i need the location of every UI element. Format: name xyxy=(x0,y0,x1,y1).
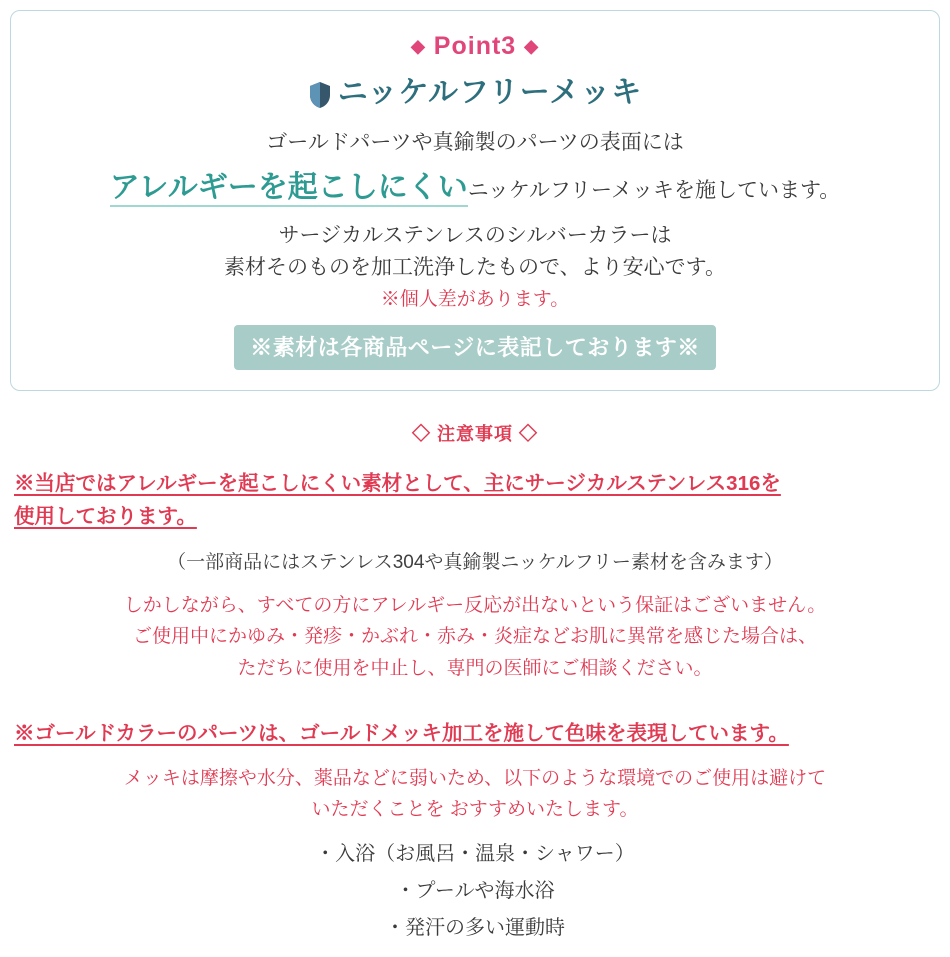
card-line-1: ゴールドパーツや真鍮製のパーツの表面には xyxy=(266,130,684,154)
point-heading-label: Point3 xyxy=(433,32,517,60)
card-line-2 xyxy=(31,165,919,212)
list-item: ・発汗の多い運動時 xyxy=(385,916,565,939)
list-item: ・プールや海水浴 xyxy=(395,879,555,902)
note-block-material-sub: （一部商品にはステンレス304や真鍮製ニッケルフリー素材を含みます） xyxy=(167,551,783,573)
notes-title: ◇ 注意事項 ◇ xyxy=(411,424,538,444)
note-gold-body-line-1: メッキは摩擦や水分、薬品などに弱いため、以下のような環境でのご使用は避けて xyxy=(123,767,827,789)
allergy-highlight: アレルギーを起こしにくい xyxy=(110,171,468,207)
note-block-gold-head xyxy=(8,718,942,751)
note-block-material-body xyxy=(8,590,942,684)
material-banner: ※素材は各商品ページに表記しております※ xyxy=(234,325,716,370)
notes-section xyxy=(0,420,950,957)
point-subtitle xyxy=(31,75,919,111)
shield-icon xyxy=(308,81,332,109)
individual-difference-note: ※個人差があります。 xyxy=(380,288,570,310)
note-body-line-3: ただちに使用を中止し、専門の医師にご相談ください。 xyxy=(237,657,713,679)
point-card xyxy=(10,10,940,391)
point-subtitle-label: ニッケルフリーメッキ xyxy=(337,75,643,109)
note-head-line-1: ※当店ではアレルギーを起こしにくい素材として、主にサージカルステンレス316を xyxy=(14,472,781,495)
card-line-4: 素材そのものを加工洗浄したもので、より安心です。 xyxy=(224,256,726,280)
avoid-conditions-list xyxy=(8,836,942,947)
diamond-left-icon: ◆ xyxy=(410,36,426,56)
note-block-gold xyxy=(8,718,942,946)
list-item: ・入浴（お風呂・温泉・シャワー） xyxy=(315,842,635,865)
note-body-line-1: しかしながら、すべての方にアレルギー反応が出ないという保証はございません。 xyxy=(123,594,827,616)
diamond-right-icon: ◆ xyxy=(524,36,540,56)
note-block-material xyxy=(8,468,942,684)
note-gold-head-label: ※ゴールドカラーのパーツは、ゴールドメッキ加工を施して色味を表現しています。 xyxy=(14,722,789,746)
note-gold-body-line-2: いただくことを おすすめいたします。 xyxy=(311,799,639,821)
card-line-3: サージカルステンレスのシルバーカラーは xyxy=(278,223,672,247)
note-body-line-2: ご使用中にかゆみ・発疹・かぶれ・赤み・炎症などお肌に異常を感じた場合は、 xyxy=(132,626,817,648)
note-block-gold-body xyxy=(8,763,942,826)
card-line-2-rest: ニッケルフリーメッキを施しています。 xyxy=(467,179,841,203)
note-head-line-2: 使用しております。 xyxy=(14,504,197,528)
note-block-material-head xyxy=(8,468,942,534)
point-heading xyxy=(31,33,919,61)
